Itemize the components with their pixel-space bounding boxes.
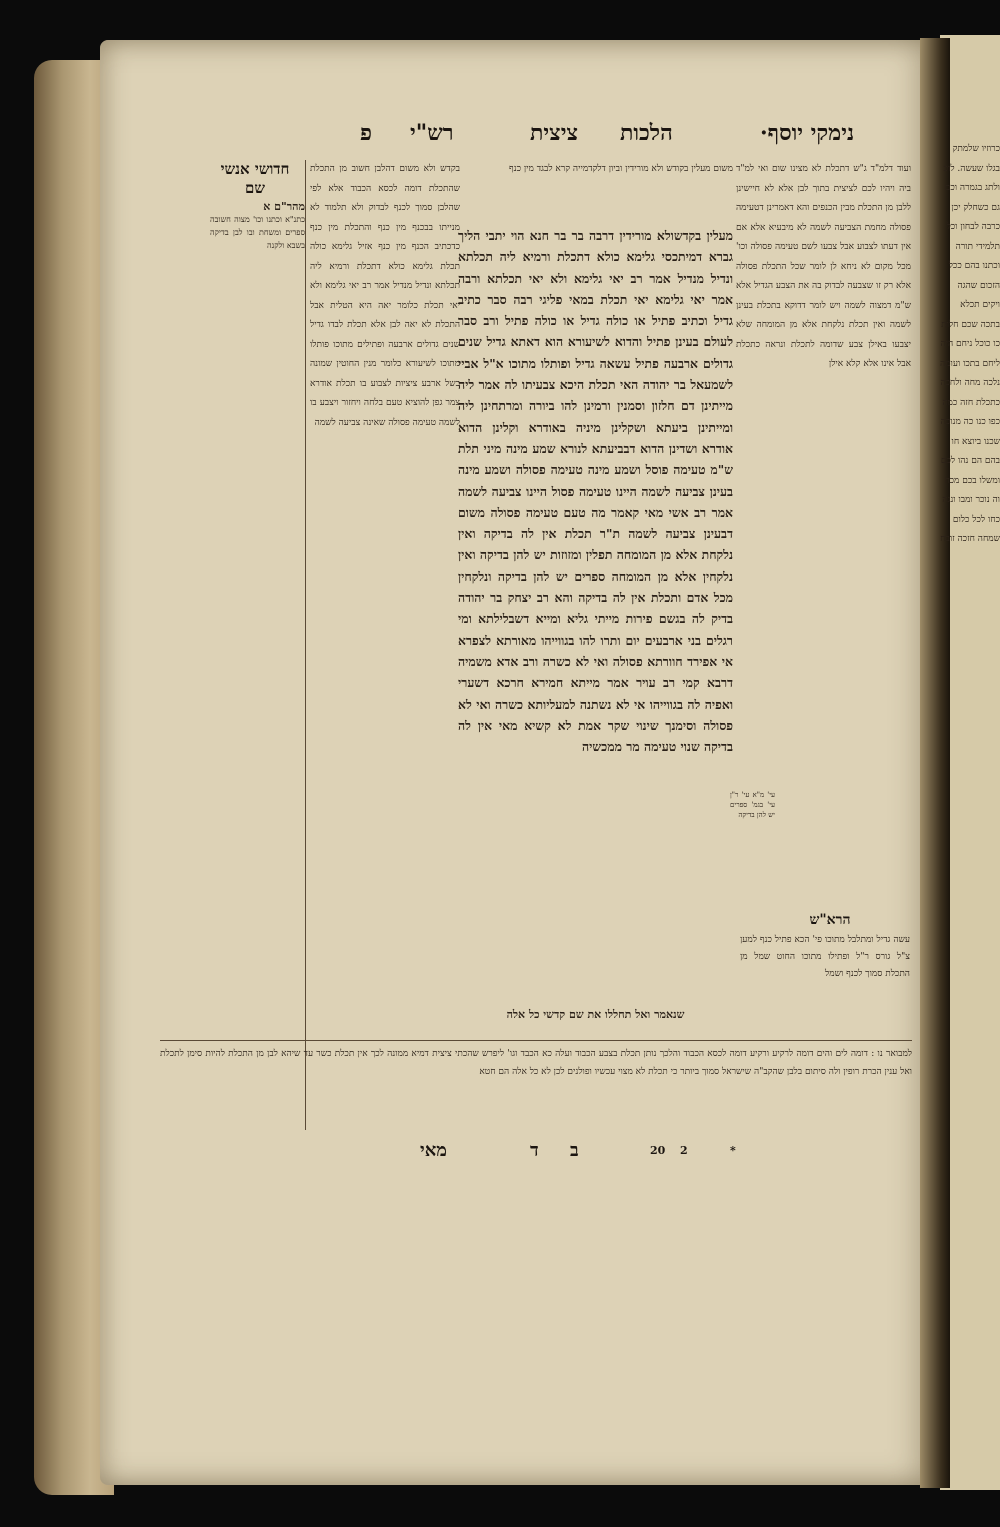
chiddushei-title-text: חדושי אנשי שם: [220, 160, 290, 197]
margin-references: עי' מ"א עי' ר"ן עי' בגמ' ספרים יש להן בדיקה: [730, 791, 775, 819]
nimukei-yosef-column: ועוד דלמ"ד ג"ש דתכלת לא מצינו שום ואי למ"ד ביה ויהיו לכם לציצית בתוך לבן אלא לא חיישינן ללבן מן התכלת מבין הכנפים והא דאמרינן דטעימה פסולה מחמת הצביעה לשמה לא מיבעיא אלא אם אין דעתו לצבוע אבל צבעו לשם טעימה פסולה וכו' מכל מקום לא ניחא לן לומר שכל התכלת פסולה אלא רק זו שצבעה לבדוק בה את הצבע הגדיל אלא ש"מ דמצוה לשמה ויש לומר דדוקא בתכלת בעינן לשמה ואין תכלת נלקחת אלא מן המומחה שלא יצבעו באילן צבע שדומה לתכלת ונראה כתכלת אבל אינו אלא קלא אילן: [736, 164, 911, 369]
rosh-heading: הרא"ש: [809, 912, 851, 928]
running-header: [320, 120, 920, 160]
main-text-closing: שנאמר ואל תחללו את שם קדשי כל אלה: [506, 1008, 685, 1021]
column-divider: [305, 160, 306, 1130]
chiddushei-notes: [210, 200, 305, 260]
signature-4: 2: [680, 1144, 688, 1157]
rosh-commentary: עשה גדיל ומתלבל מתוכו פי' הכא פתיל כנף למען צ"ל גורס ר"ל ופתילו מתוכו החוט שמל מן התכלת סמוך לכנף ושמל: [740, 935, 910, 979]
folio-number: פ: [360, 120, 372, 146]
header-nimukei-yosef: ·נימקי יוסף: [760, 120, 855, 146]
header-rashi: רש"י: [410, 120, 454, 146]
chiddushei-notes-text: כתנ"א וכתנו וכו' מצוה חשובה ספרים ומשחת ובו לבן בדיקה בשבא ולקנה: [210, 215, 305, 250]
catchword-1: מאי: [420, 1140, 447, 1161]
header-tzitzit: ציצית: [530, 120, 579, 146]
main-text-column: מעלין בקדשולא מורידין דרבה בר בר חנא הוי יתבי הליך גברא דמיתכסי גלימא כולא דתכלת ורמיא ליה תכלתא ונדיל מנדיל אמר רב יאי גלימא ולא יאי תכלתא ורבה אמר יאי גלימא יאי תכלת במאי פליגי רבה סבר כתיב גדיל וכתיב פתיל או כולה גדיל או כולה פתיל ורב סבר לעולם בעינן פתיל והדוא לשיעורא הוא דאתא גדיל שנים גדולים ארבעה פתיל עשאה גדיל ופותלו מתוכו א"ל אביי לשמעאל בר יהודה האי תכלת היכא צבעיתו לה אמר ליה מייתינן דם חלזון וסמנין ורמינן להו ביורה ומרתחינן ליה ומייתינן ביעתא ושקלינן מיניה באודרא וקלינן הדוא אודרא ושדינן הדוא דבביעתא לנורא שמע מינה מיני תלת ש"מ טעימה פוסל ושמע מינה טעימה פסולה ושמע מינה בעינן צביעה לשמה היינו טעימה פסול היינו צביעה לשמה אמר רב אשי מאי קאמר מה טעם טעימה פסולה משום דבעינן צביעה לשמה ת"ר תכלת אין לה בדיקה ואין נלקחת אלא מן המומחה תפלין ומזוזות יש להן בדיקה ואין נלקחין אלא מן המומחה ספרים יש להן בדיקה ונלקחין מכל אדם ותכלת אין לה בדיקה והא רב יצחק בר יהודה בדיק לה בגשם פירות מייתי גליא ומייא דשבלילתא ומי רגלים בני ארבעים יום ותרו להו בגווייהו מאורתא לצפרא אי אפירד חוורתא פסולה ואי לא כשרה ורב אדא משמיה דרבא קמי רב עויר אמר מייתא חמירא חרכא דשערי ואפיה לה בגווייהו אי לא נשתנה למעליותא כשרה ואי לא פסולה וסימנך שינוי שקר אמת לא קשיא מאי אין לה בדיקה שנוי טעימה מר ממכשיה: [458, 228, 733, 755]
maharam-label: מהר"ם א: [263, 200, 305, 213]
footnote-block: למבואר נו : דומה לים והים דומה לרקיע ורקיע דומה לכסא הכבוד והלכך נותן תכלת בצבע הכבוד ועלה כא הכבד וגו' ליפרש שהכתי ציצית דמיא ממונה לכך אין תכלת כשר עד שיהא לבן מן התכלת להיות סימן לתכלת ואל ענין הכרת רופין ולה סיתום בלבן שהקב"ה שישראל סמוך ביותר כי תכלת לא מצוי עכשיו ופולנים לכן לא כל אלה הם חטא: [160, 1049, 912, 1077]
signature-2: ב: [570, 1140, 579, 1161]
facing-page-text: כרוזיו שלמתק בגלו שעשה. לוכ ולתג בגמרה וכם גם כשחלק יכן כרבה לבחון וכל תלמידי תורה וכתנו בהם ככל הזכום שהגה ויקים תכלא בתכה שכם חלות כו כוכל ניחם היה ליחם בתכו ועומה נלכה מחה ולחכה כתכלת חזה כמה כפו כנו כה מנוכה שכנו ביוצא חו בהם הם נהו לכם ומשלו בכם מכה וה נוכר ומבו ונגה כחו לכל כלום שמחה חזכה זובח: [940, 144, 1000, 544]
top-commentary: משום מעלין בקודש ולא מורידין וביון דלקדמייה קרא לבגד מין כנף: [509, 164, 733, 174]
rashi-commentary-column: בקדש ולא משום דהלבן חשוב מן התכלת שהתכלת דומה לכסא הכבוד אלא לפי שהלבן סמוך לכנף לבדוק ולא תלמוד לא מנייתו בבכנף מין כנף והתכלת מין כנף כדכתיב הכנף מין כנף אזיל גלימא כולה תכלת גלימא כולא דתכלת ורמיא ליה תכלתא ונדיל מנדיל אמר רב יאי גלימא ולא יאי תכלת כלומר יאה היא הטלית אבל התכלת לא יאה לבן אלא תכלת לבדו גדיל שנים גדולים ארבעה ופתילים מתוכו פותלו מתוכו לשיעורא כלומר מנין החוטין שמונה כשל ארבע ציציות לצבוע בו תכלת אודרא צמר גפן להוציא טעם בלחה ויחזור ויצבע בו לשמה טעימה פסולה שאינה צביעה לשמה: [310, 164, 460, 428]
header-hilchot: הלכות: [620, 120, 673, 146]
catchword-line: [420, 1140, 820, 1168]
signature-5: *: [730, 1144, 736, 1157]
signature-3: 20: [650, 1144, 666, 1157]
signature-1: ד: [530, 1140, 539, 1161]
